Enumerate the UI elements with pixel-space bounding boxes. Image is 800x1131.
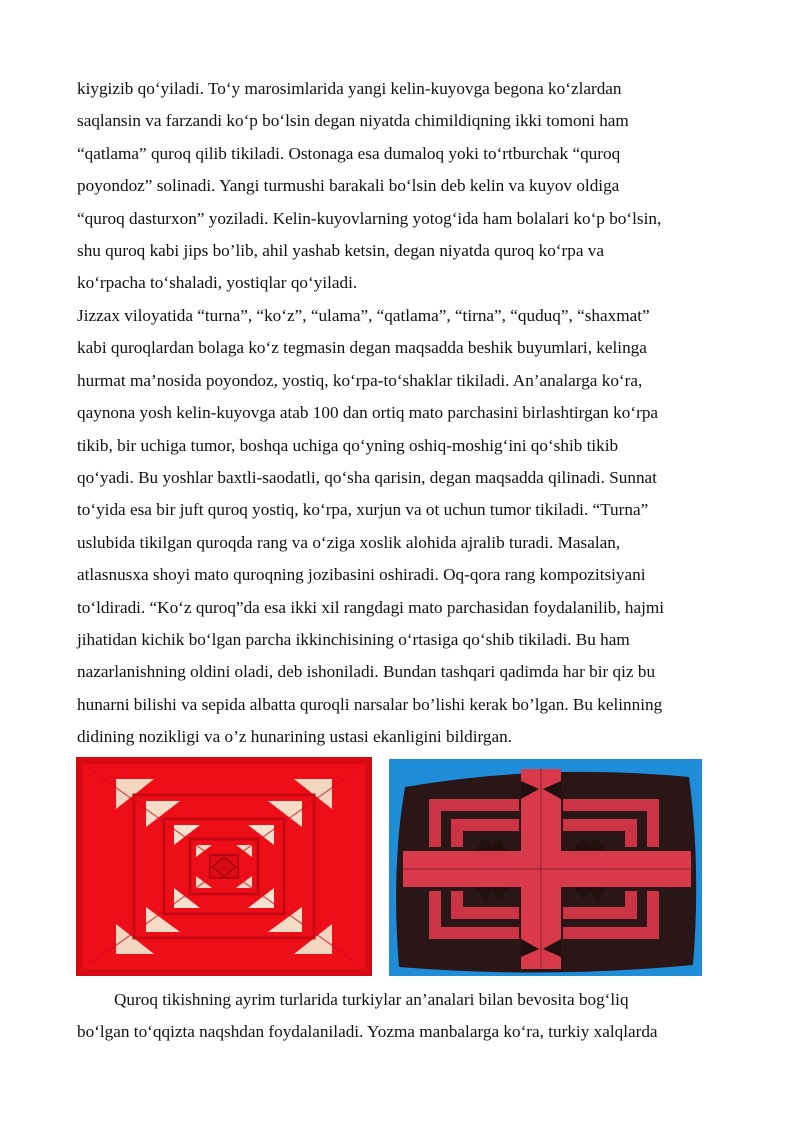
paragraph-line: shu quroq kabi jips bo’lib, ahil yashab ketsin, degan niyatda quroq ko‘rpa va xyxy=(77,240,604,260)
paragraph-line: qaynona yosh kelin-kuyovga atab 100 dan ortiq mato parchasini birlashtirgan ko‘rpa xyxy=(77,403,659,423)
paragraph-line: Quroq tikishning ayrim turlarida turkiylar an’analari bilan bevosita bog‘liq xyxy=(114,990,629,1009)
paragraph-line: “qatlama” quroq qilib tikiladi. Ostonaga esa dumaloq yoki to‘rtburchak “quroq xyxy=(77,143,621,163)
red-black-patchwork-cushion-photo xyxy=(389,759,702,976)
paragraph-line: tikib, bir uchiga tumor, boshqa uchiga qo‘yning oshiq-moshig‘ini qo‘shib tikib xyxy=(77,435,619,455)
paragraph-line: bo‘lgan to‘qqizta naqshdan foydalaniladi. Yozma manbalarga ko‘ra, turkiy xalqlarda xyxy=(77,1022,658,1042)
paragraph-line: hunarni bilishi va sepida albatta quroqli narsalar bo’lishi kerak bo’lgan. Bu kelinning xyxy=(77,694,663,714)
paragraph-line: to‘yida esa bir juft quroq yostiq, ko‘rpa, xurjun va ot uchun tumor tikiladi. “Turna” xyxy=(77,500,649,520)
paragraph-line: jihatidan kichik bo‘lgan parcha ikkinchisining o‘rtasiga qo‘shib tikiladi. Bu ham xyxy=(77,629,630,649)
red-patchwork-quilt-photo xyxy=(76,757,372,976)
paragraph-line: hurmat ma’nosida poyondoz, yostiq, ko‘rpa-to‘shaklar tikiladi. An’analarga ko‘ra, xyxy=(77,370,643,390)
paragraph-line: uslubida tikilgan quroqda rang va o‘ziga xoslik alohida ajralib turadi. Masalan, xyxy=(77,532,621,552)
paragraph-1 xyxy=(77,73,737,300)
paragraph-line: atlasnusxa shoyi mato quroqning jozibasini oshiradi. Oq-qora rang kompozitsiyani xyxy=(77,565,646,585)
red-black-patchwork-cushion-image xyxy=(389,759,702,976)
paragraph-line: kiygizib qo‘yiladi. To‘y marosimlarida yangi kelin-kuyovga begona ko‘zlardan xyxy=(77,79,622,98)
paragraph-line: nazarlanishning oldini oladi, deb ishoniladi. Bundan tashqari qadimda har bir qiz bu xyxy=(77,662,656,682)
paragraph-line: poyondoz” solinadi. Yangi turmushi barakali bo‘lsin deb kelin va kuyov oldiga xyxy=(77,176,620,196)
paragraph-line: to‘ldiradi. “Ko‘z quroq”da esa ikki xil rangdagi mato parchasidan foydalanilib, hajmi xyxy=(77,597,665,617)
paragraph-3 xyxy=(77,984,737,1049)
paragraph-line: kabi quroqlardan bolaga ko‘z tegmasin degan maqsadda beshik buyumlari, kelinga xyxy=(77,338,647,358)
paragraph-line: saqlansin va farzandi ko‘p bo‘lsin degan niyatda chimildiqning ikki tomoni ham xyxy=(77,111,629,131)
red-patchwork-quilt-image xyxy=(76,757,372,976)
paragraph-line: didining nozikligi va o’z hunarining ustasi ekanligini bildirgan. xyxy=(77,727,513,747)
paragraph-2 xyxy=(77,300,737,753)
paragraph-line: qo‘yadi. Bu yoshlar baxtli-saodatli, qo‘sha qarisin, degan maqsadda qilinadi. Sunnat xyxy=(77,467,657,487)
paragraph-line: Jizzax viloyatida “turna”, “ko‘z”, “ulama”, “qatlama”, “tirna”, “quduq”, “shaxmat” xyxy=(77,306,650,325)
paragraph-line: ko‘rpacha to‘shaladi, yostiqlar qo‘yiladi. xyxy=(77,273,358,293)
paragraph-line: “quroq dasturxon” yoziladi. Kelin-kuyovlarning yotog‘ida ham bolalari ko‘p bo‘lsin, xyxy=(77,208,662,228)
